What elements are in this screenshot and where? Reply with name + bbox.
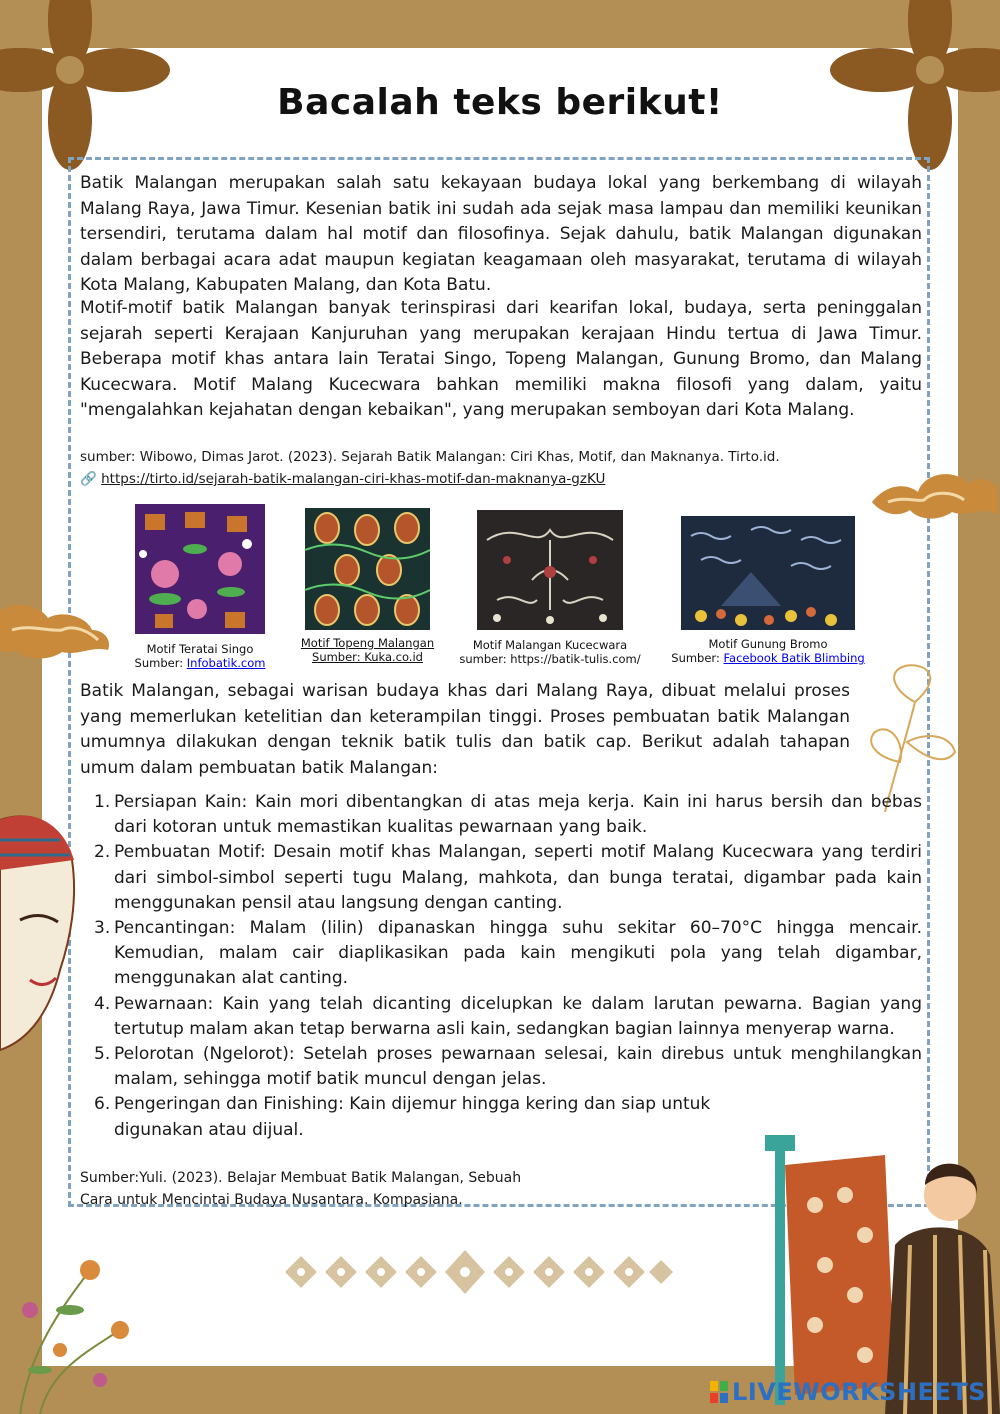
liveworksheets-logo: [710, 1378, 986, 1406]
link-icon: 🔗: [80, 471, 97, 487]
step-item-3: 3. Pencantingan: Malam (lilin) dipanaskan hingga suhu sekitar 60–70°C hingga mencair. Kemudian, malam cair diaplikasikan pada kain mengikuti pola yang telah digambar, menggunakan alat canting.: [94, 918, 922, 989]
intro-paragraph-1: Batik Malangan merupakan salah satu kekayaan budaya lokal yang berkembang di wilayah Malang Raya, Jawa Timur. Kesenian batik ini sudah ada sejak masa lampau dan memiliki keunikan tersendiri, terutama dalam hal motif dan filosofinya. Sejak dahulu, batik Malangan digunakan dalam berbagai acara adat maupun kegiatan keagamaan oleh masyarakat, terutama di wilayah Kota Malang, Kabupaten Malang, dan Kota Batu.: [80, 173, 922, 296]
gallery-item-teratai-singo: [110, 504, 290, 670]
cloud-ornament-left: [0, 590, 112, 676]
brand-text: LIVEWORKSHEETS: [732, 1378, 986, 1406]
source-link-facebook[interactable]: Facebook Batik Blimbing: [723, 651, 865, 665]
step-item-5: 5. Pelorotan (Ngelorot): Setelah proses pewarnaan selesai, kain direbus untuk menghilangkan malam, sehingga motif batik muncul dengan jelas.: [94, 1044, 922, 1090]
gallery-item-topeng-malangan: [285, 508, 450, 664]
page-title: Bacalah teks berikut!: [277, 82, 723, 123]
source-gunung-bromo: Sumber: Facebook Batik Blimbing: [671, 651, 865, 665]
caption-topeng-malangan: Motif Topeng Malangan: [300, 636, 435, 650]
caption-teratai-singo: Motif Teratai Singo: [146, 642, 254, 656]
intro-paragraph-2: Motif-motif batik Malangan banyak terinspirasi dari kearifan lokal, budaya, serta peninggalan sejarah seperti Kerajaan Kanjuruhan yang merupakan kerajaan Hindu tertua di Jawa Timur. Beberapa motif khas antara lain Teratai Singo, Topeng Malangan, Gunung Bromo, dan Malang Kucecwara. Motif Malang Kucecwara bahkan memiliki makna filosofi yang dalam, yaitu "mengalahkan kejahatan dengan kebaikan", yang merupakan semboyan dari Kota Malang.: [80, 298, 922, 421]
step-item-6: 6. Pengeringan dan Finishing: Kain dijemur hingga kering dan siap untuk digunakan atau dijual.: [94, 1094, 711, 1140]
source-teratai-singo: Sumber: Infobatik.com: [134, 656, 266, 670]
gallery-item-gunung-bromo: [658, 516, 878, 665]
image-topeng-malangan: [305, 508, 430, 630]
source-citation-2: Sumber:Yuli. (2023). Belajar Membuat Batik Malangan, Sebuah Cara untuk Mencintai Budaya Nusantara. Kompasiana.: [80, 1170, 522, 1208]
caption-malangan-kucecwara: Motif Malangan Kucecwara: [472, 638, 628, 652]
step-item-4: 4. Pewarnaan: Kain yang telah dicanting dicelupkan ke dalam larutan pewarna. Bagian yang tertutup malam akan tetap berwarna asli kain, sedangkan bagian lainnya menyerap warna.: [94, 993, 922, 1039]
flower-decoration-bottom-left: [0, 1130, 150, 1414]
songket-ornament: [285, 1240, 675, 1304]
gallery-item-malangan-kucecwara: [450, 510, 650, 666]
source-link-infobatik[interactable]: Infobatik.com: [186, 656, 266, 670]
image-teratai-singo: [135, 504, 265, 634]
source-link[interactable]: https://tirto.id/sejarah-batik-malangan-ciri-khas-motif-dan-maknanya-gzKU: [101, 471, 606, 487]
process-intro-paragraph: Batik Malangan, sebagai warisan budaya khas dari Malang Raya, dibuat melalui proses yang memerlukan ketelitian dan keterampilan tinggi. Proses pembuatan batik Malangan umumnya dilakukan dengan teknik batik tulis dan batik cap. Berikut adalah tahapan umum dalam pembuatan batik Malangan:: [80, 681, 850, 778]
step-item-2: 2. Pembuatan Motif: Desain motif khas Malangan, seperti motif Malang Kucecwara yang terdiri dari simbol-simbol seperti tugu Malang, mahkota, dan bunga teratai, digambar pada kain menggunakan pensil atau langsung dengan canting.: [94, 842, 922, 913]
batik-maker-illustration: [745, 1125, 1000, 1414]
caption-gunung-bromo: Motif Gunung Bromo: [708, 637, 828, 651]
image-malangan-kucecwara: [477, 510, 623, 630]
step-item-1: 1. Persiapan Kain: Kain mori dibentangkan di atas meja kerja. Kain ini harus bersih dan bebas dari kotoran untuk memastikan kualitas pewarnaan yang baik.: [94, 792, 922, 838]
image-gunung-bromo: [681, 516, 855, 630]
source-citation-text: sumber: Wibowo, Dimas Jarot. (2023). Sejarah Batik Malangan: Ciri Khas, Motif, dan Maknanya. Tirto.id.: [80, 449, 780, 465]
source-malangan-kucecwara: sumber: https://batik-tulis.com/: [459, 652, 641, 666]
liveworksheets-icon: [710, 1381, 728, 1403]
motif-gallery: [110, 500, 890, 675]
wayang-mask-illustration: [0, 800, 78, 1100]
source-citation-1: [80, 446, 922, 490]
process-steps-list: [80, 790, 922, 1143]
source-topeng-malangan[interactable]: Sumber: Kuka.co.id: [312, 650, 423, 664]
